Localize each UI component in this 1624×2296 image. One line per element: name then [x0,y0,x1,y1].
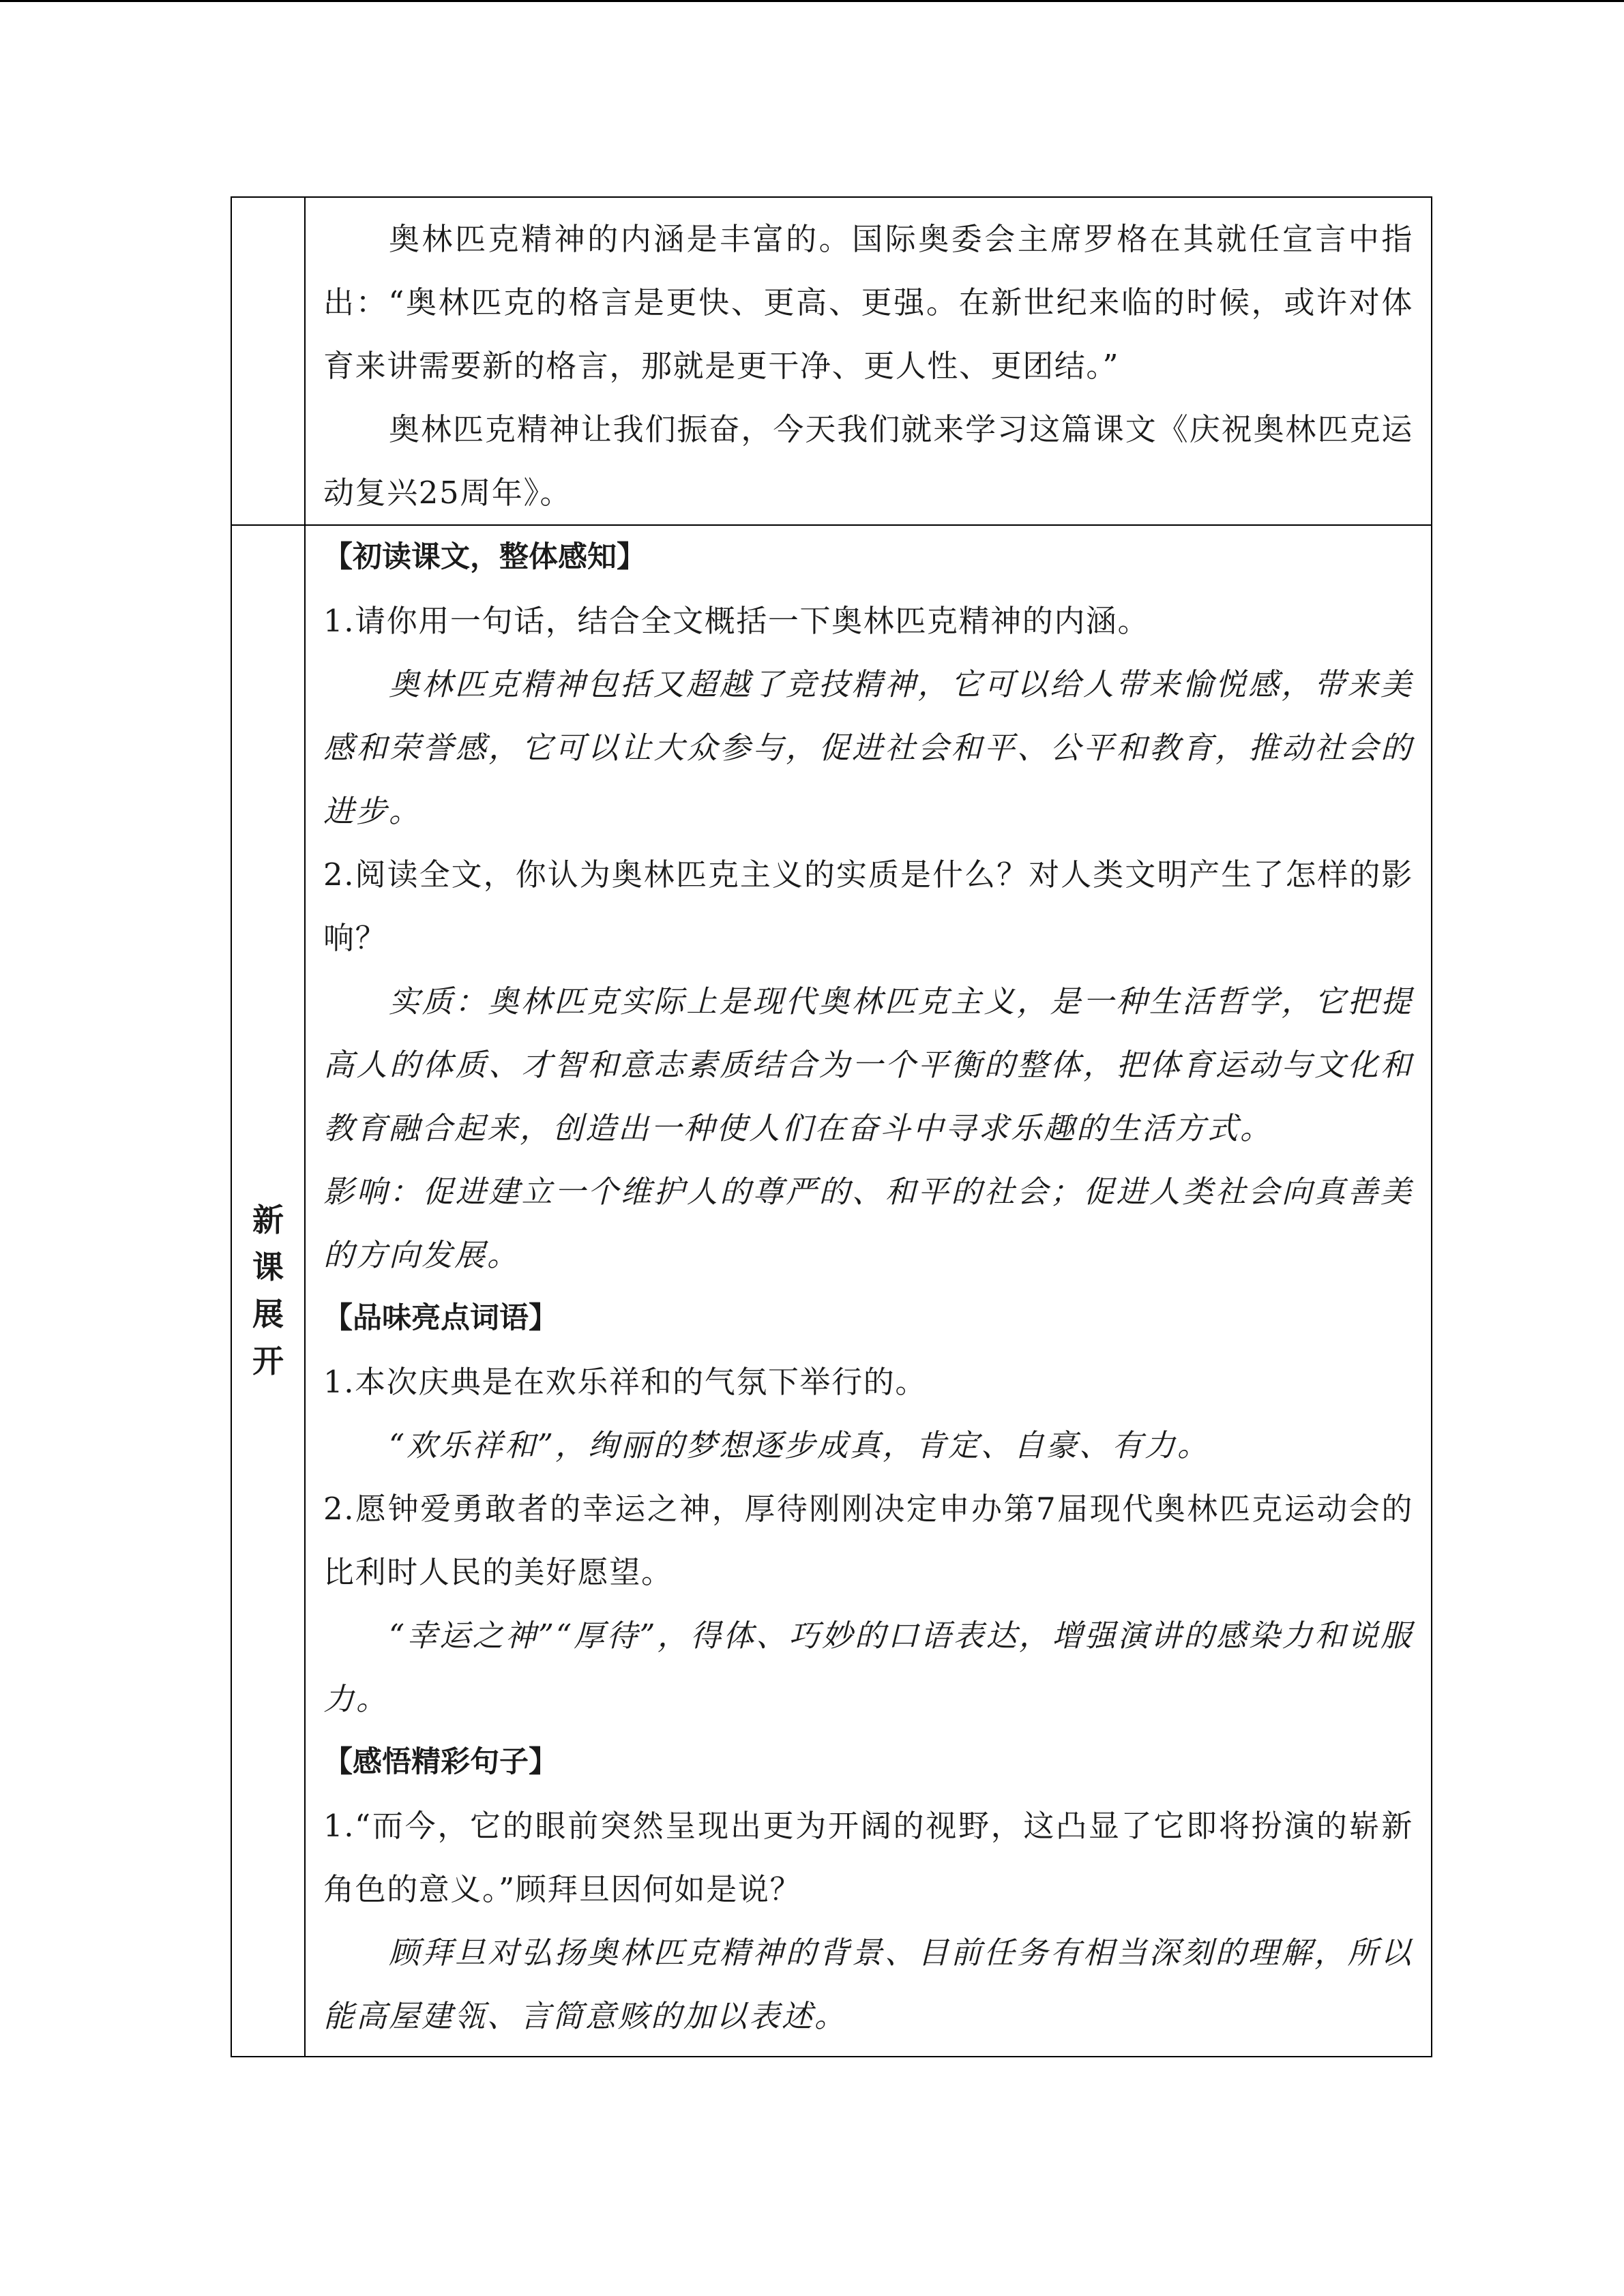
top-border-line [0,0,1624,2]
section-heading: 【初读课文，整体感知】 [323,540,646,574]
lesson-plan-table [231,196,1432,2057]
section-label-char: 开 [252,1343,284,1380]
table-row-intro [231,197,1432,525]
section-label-new-lesson [252,1197,284,1385]
section-label-char: 课 [252,1249,284,1285]
answer: 顾拜旦对弘扬奥林匹克精神的背景、目前任务有相当深刻的理解，所以能高屋建瓴、言简意赅的加以表述。 [323,1935,1413,2034]
row-label-cell [231,525,305,2057]
intro-content-cell [305,197,1432,525]
section-label-char: 新 [252,1202,284,1238]
answer: 奥林匹克精神包括又超越了竞技精神，它可以给人带来愉悦感，带来美感和荣誉感，它可以让大众参与，促进社会和平、公平和教育，推动社会的进步。 [323,666,1413,829]
intro-paragraph: 奥林匹克精神的内涵是丰富的。国际奥委会主席罗格在其就任宣言中指出：“奥林匹克的格言是更快、更高、更强。在新世纪来临的时候，或许对体育来讲需要新的格言，那就是更干净、更人性、更团结。” [323,221,1413,384]
section-label-char: 展 [252,1296,284,1332]
question: 1.本次庆典是在欢乐祥和的气氛下举行的。 [323,1364,927,1400]
table-row-new-lesson [231,525,1432,2057]
intro-paragraph: 奥林匹克精神让我们振奋，今天我们就来学习这篇课文《庆祝奥林匹克运动复兴25周年》。 [323,411,1413,511]
section-heading: 【感悟精彩句子】 [323,1745,558,1779]
new-lesson-content-cell [305,525,1432,2057]
answer: “幸运之神”“厚待”，得体、巧妙的口语表达，增强演讲的感染力和说服力。 [323,1617,1413,1717]
question: 2.阅读全文，你认为奥林匹克主义的实质是什么？对人类文明产生了怎样的影响？ [323,856,1413,956]
question: 2.愿钟爱勇敢者的幸运之神，厚待刚刚决定申办第7届现代奥林匹克运动会的比利时人民的美好愿望。 [323,1491,1413,1590]
row-label-cell-empty [231,197,305,525]
answer: 实质：奥林匹克实际上是现代奥林匹克主义，是一种生活哲学，它把提高人的体质、才智和意志素质结合为一个平衡的整体，把体育运动与文化和教育融合起来，创造出一种使人们在奋斗中寻求乐趣的生活方式。 [323,983,1413,1146]
answer: “欢乐祥和”，绚丽的梦想逐步成真，肯定、自豪、有力。 [389,1427,1211,1463]
question: 1.“而今，它的眼前突然呈现出更为开阔的视野，这凸显了它即将扮演的崭新角色的意义。”顾拜旦因何如是说？ [323,1808,1413,1907]
question: 1.请你用一句话，结合全文概括一下奥林匹克精神的内涵。 [323,603,1150,639]
section-heading: 【品味亮点词语】 [323,1301,558,1335]
answer: 影响：促进建立一个维护人的尊严的、和平的社会；促进人类社会向真善美的方向发展。 [323,1174,1413,1273]
